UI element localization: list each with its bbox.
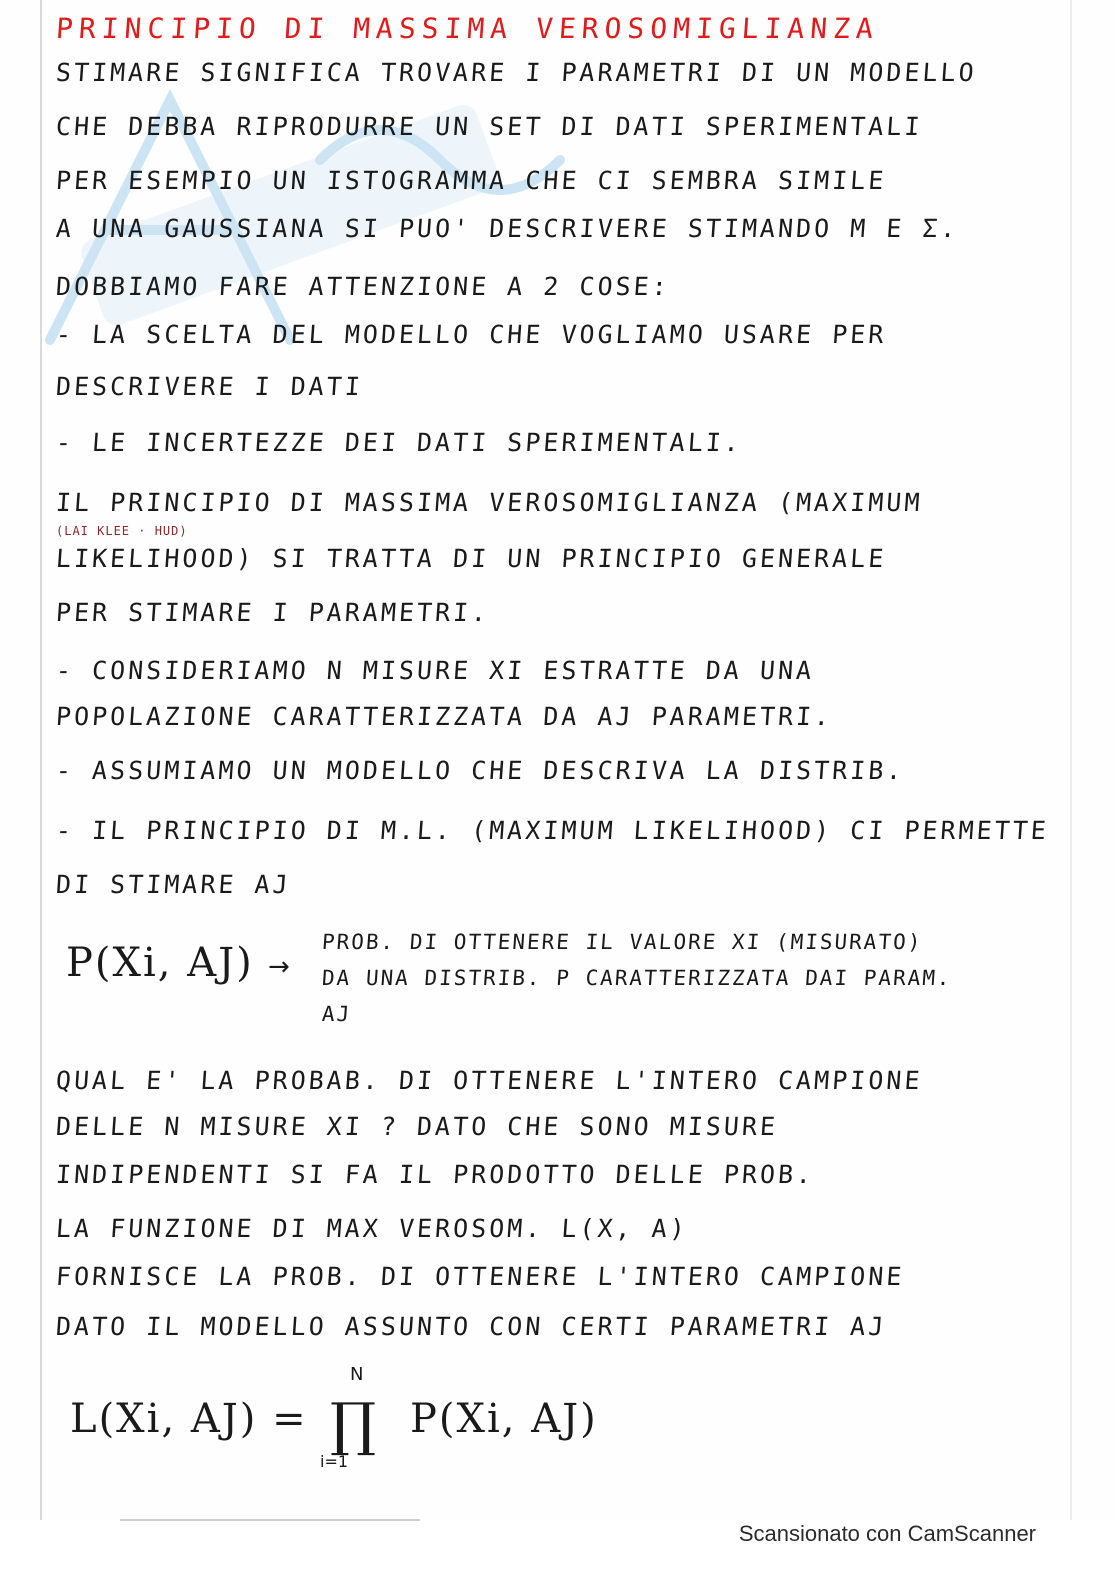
likelihood-rhs: P(Xi, AJ) [410,1396,598,1442]
page-bottom-edge [120,1519,420,1521]
prob-description-line: AJ [321,1002,353,1026]
prob-description-line: DA UNA DISTRIB. P CARATTERIZZATA DAI PARAM. [321,966,953,990]
text-line: STIMARE SIGNIFICA TROVARE I PARAMETRI DI UN MODELLO [54,58,978,87]
text-line: INDIPENDENTI SI FA IL PRODOTTO DELLE PROB. [54,1160,816,1189]
text-line: - IL PRINCIPIO DI M.L. (MAXIMUM LIKELIHOOD) CI PERMETTE [54,816,1050,845]
arrow-icon: → [268,952,290,982]
probability-formula: P(Xi, AJ) [66,940,254,986]
product-symbol: ∏ [330,1390,377,1458]
text-line: - ASSUMIAMO UN MODELLO CHE DESCRIVA LA DISTRIB. [54,756,906,785]
text-line: FORNISCE LA PROB. DI OTTENERE L'INTERO CAMPIONE [54,1262,906,1291]
text-line: PER ESEMPIO UN ISTOGRAMMA CHE CI SEMBRA SIMILE [54,166,888,195]
text-line: DATO IL MODELLO ASSUNTO CON CERTI PARAMETRI AJ [54,1312,888,1341]
page-right-edge [1070,0,1072,1520]
text-line: PER STIMARE I PARAMETRI. [54,598,491,627]
scanner-label: Scansionato con CamScanner [738,1521,1036,1546]
text-line: DI STIMARE AJ [54,870,292,899]
text-line: A UNA GAUSSIANA SI PUO' DESCRIVERE STIMANDO Μ E Σ. [54,214,960,243]
watermark-logo [20,40,580,360]
text-line: - LA SCELTA DEL MODELLO CHE VOGLIAMO USARE PER [54,320,888,349]
text-line: QUAL E' LA PROBAB. DI OTTENERE L'INTERO CAMPIONE [54,1066,924,1095]
product-upper-limit: N [350,1364,364,1385]
text-line: DESCRIVERE I DATI [54,372,364,401]
text-line: LA FUNZIONE DI MAX VEROSOM. L(X, A) [54,1214,689,1243]
prob-description-line: PROB. DI OTTENERE IL VALORE XI (MISURATO) [321,930,924,954]
text-line: CHE DEBBA RIPRODURRE UN SET DI DATI SPERIMENTALI [54,112,924,141]
text-line: - CONSIDERIAMO N MISURE XI ESTRATTE DA UNA [54,656,816,685]
text-line: - LE INCERTEZZE DEI DATI SPERIMENTALI. [54,428,743,457]
page-title: PRINCIPIO DI MASSIMA VEROSOMIGLIANZA [54,12,881,45]
text-line: DELLE N MISURE XI ? DATO CHE SONO MISURE [54,1112,780,1141]
likelihood-lhs: L(Xi, AJ) = [70,1396,308,1442]
product-lower-limit: i=1 [320,1452,349,1471]
text-line: DOBBIAMO FARE ATTENZIONE A 2 COSE: [54,272,671,301]
text-line: LIKELIHOOD) SI TRATTA DI UN PRINCIPIO GENERALE [54,544,888,573]
page-left-edge [40,0,42,1520]
text-line: IL PRINCIPIO DI MASSIMA VEROSOMIGLIANZA (MAXIMUM [54,488,924,517]
text-line: POPOLAZIONE CARATTERIZZATA DA AJ PARAMETRI. [54,702,834,731]
pronunciation-note: (LAI KLEE · HUD) [56,524,188,538]
